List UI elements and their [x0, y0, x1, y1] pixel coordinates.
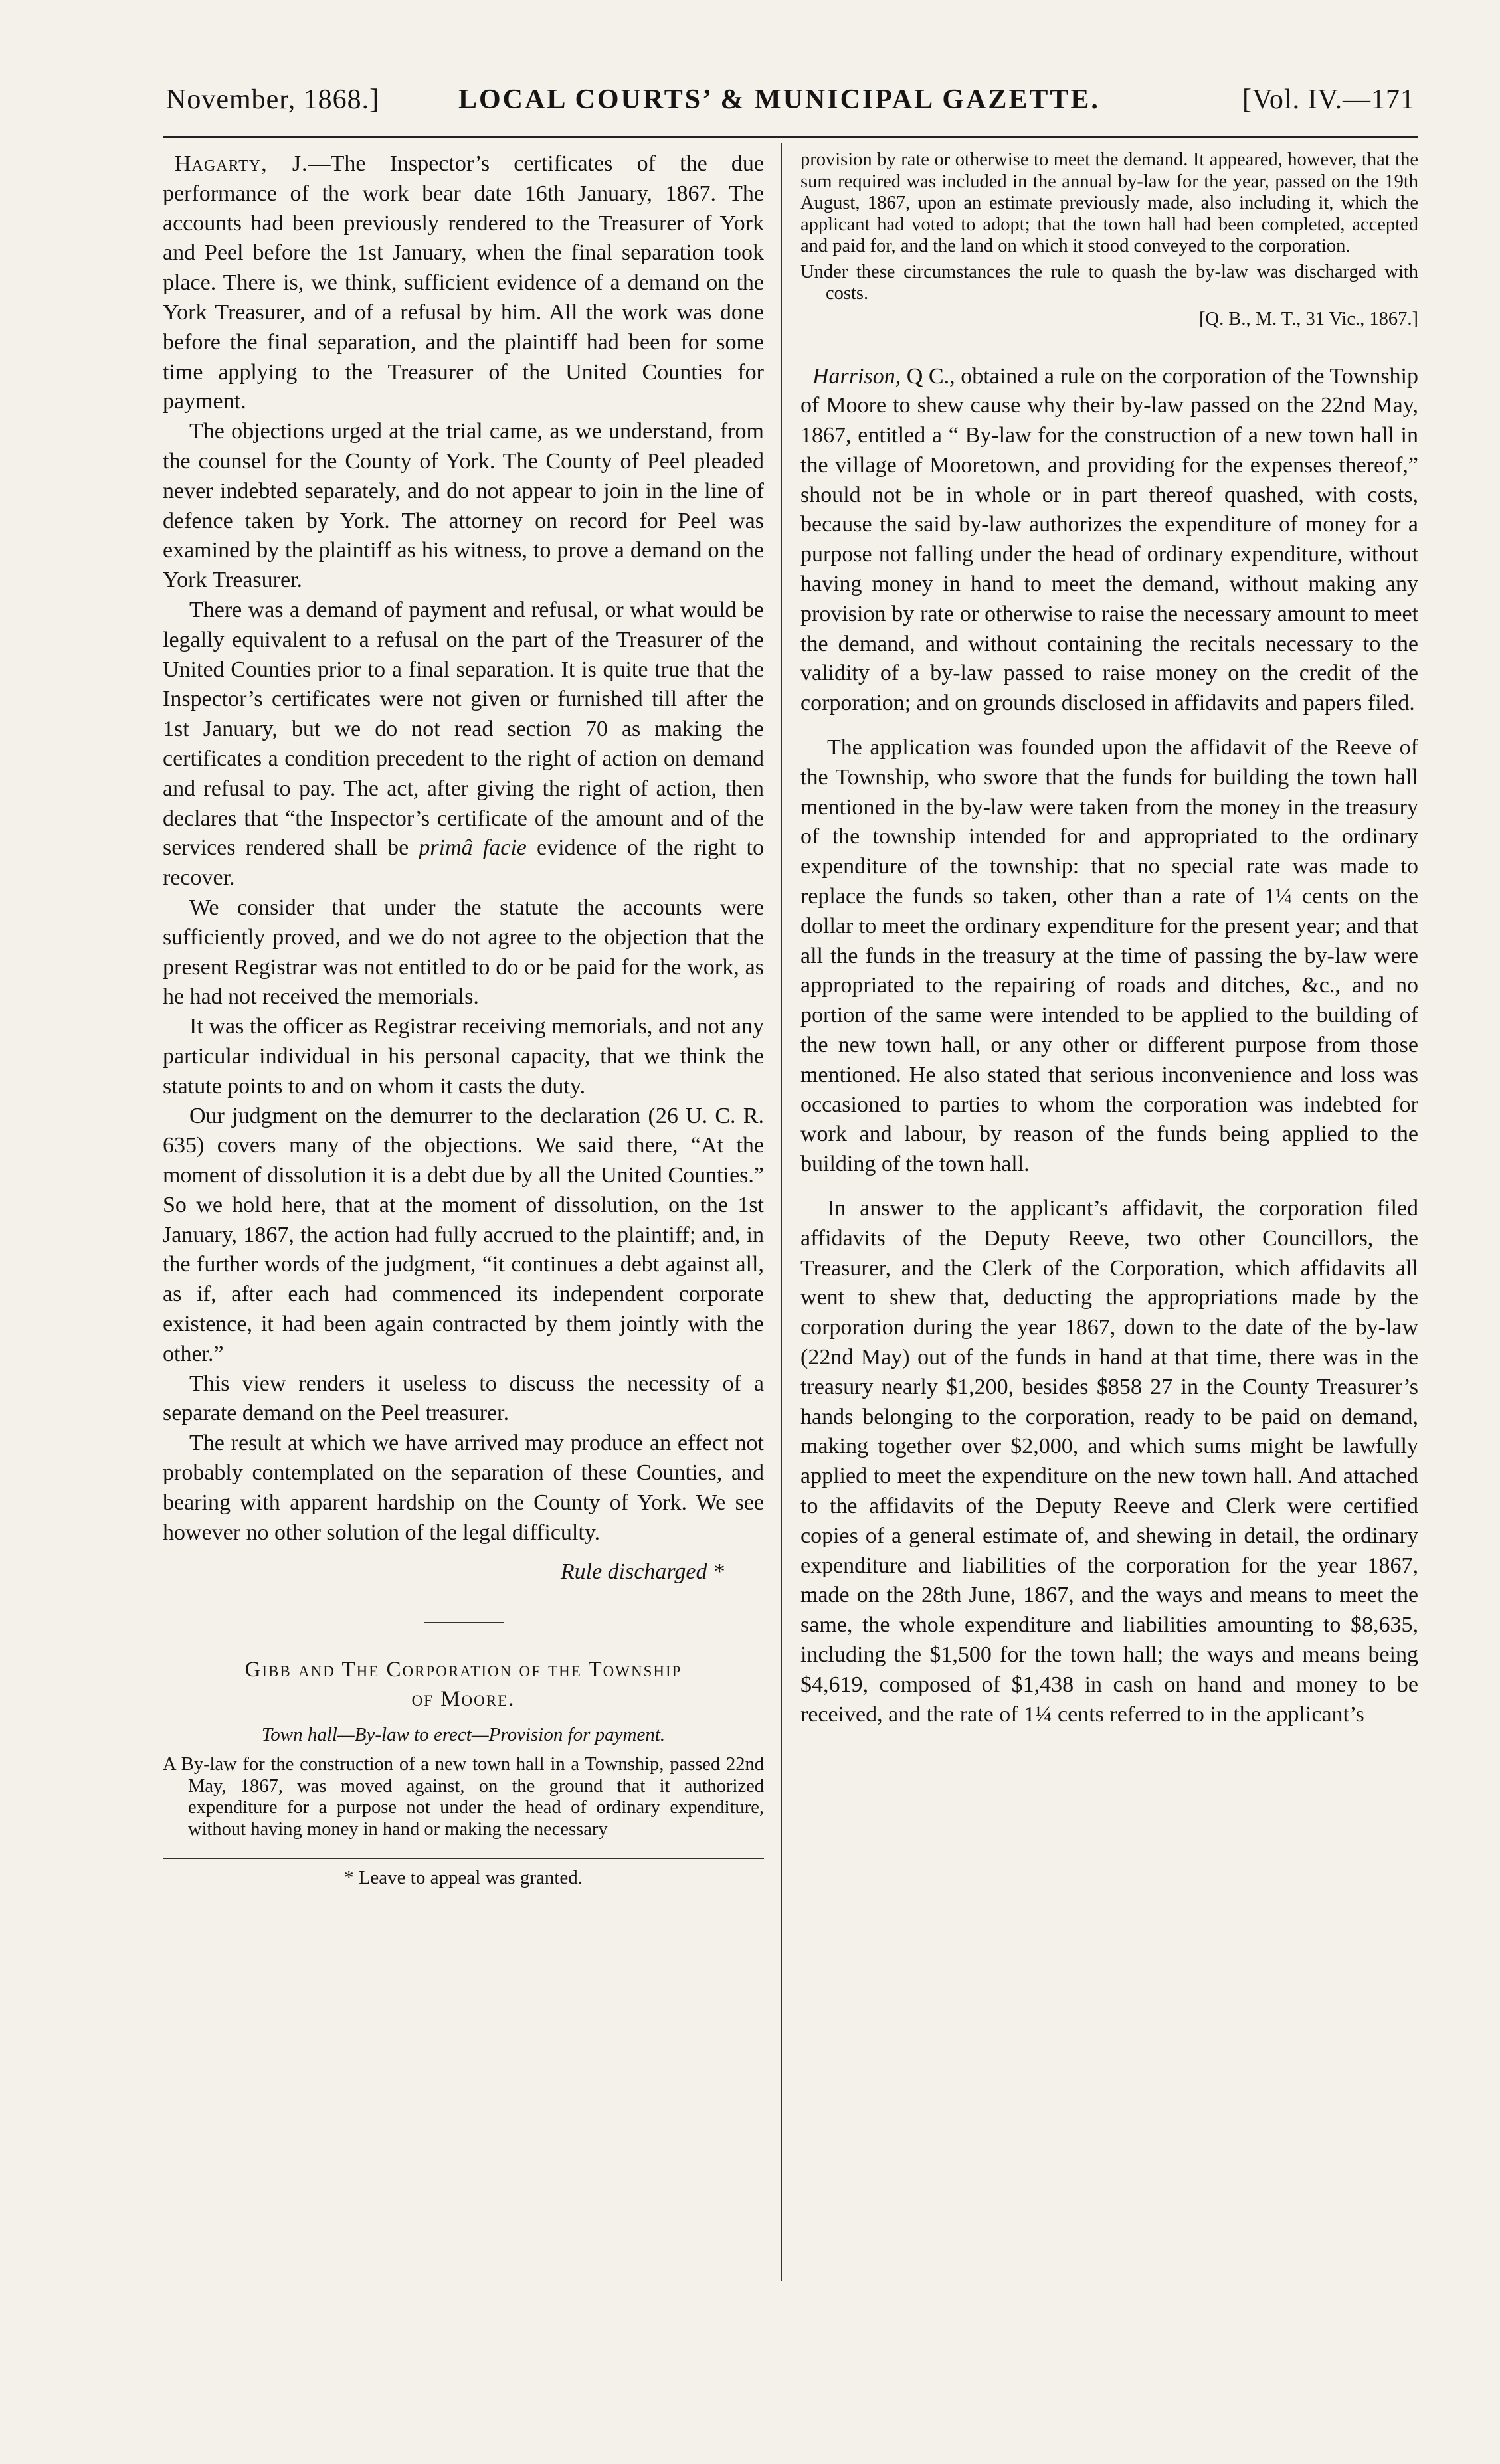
paragraph-demurrer: Our judgment on the demurrer to the declaration (26 U. C. R. 635) covers many of the objections. We said there, “At the moment of dissolution it is a debt due by all the United Counties.” So we hold here, that at the moment of dissolution, on the 1st January, 1867, the action had fully accrued to the plaintiff; and, in the further words of the judgment, “it continues a debt against all, as if, after each had commenced its independent corporate existence, it had been again contracted by them jointly with the other.”	[163, 1103, 764, 1366]
case-title	[163, 1655, 764, 1714]
right-column	[800, 149, 1418, 1729]
header-title: LOCAL COURTS’ & MUNICIPAL GAZETTE.	[458, 84, 1100, 115]
paragraph-demand-refusal	[163, 596, 764, 893]
case-title-line2: of Moore.	[411, 1687, 516, 1712]
paragraph-objections: The objections urged at the trial came, as we understand, from the counsel for the County of York. The County of Peel pleaded never indebted separately, and do not appear to join in the line of defence taken by York. The attorney on record for Peel was examined by the plaintiff as his witness, to prove a demand on the York Treasurer.	[163, 419, 764, 593]
header-date: November, 1868.]	[166, 84, 380, 115]
syllabus-holding: Under these circumstances the rule to quash the by-law was discharged with costs.	[800, 261, 1418, 304]
counsel-name: Harrison,	[812, 363, 901, 389]
case-citation: [Q. B., M. T., 31 Vic., 1867.]	[1199, 308, 1418, 329]
paragraph-answer: In answer to the applicant’s affidavit, the corporation filed affidavits of the Deputy Reeve, two other Councillors, the Treasurer, and the Clerk of the Corporation, which affidavits all went to shew that, deducting the appropriations made by the corporation during the year 1867, down to the date of the by-law (22nd May) out of the funds in hand at that time, there was in the treasury nearly $1,200, besides $858 27 in the County Treasurer’s hands belonging to the corporation, ready to be paid on demand, making together over $2,000, and which sums might be lawfully applied to meet the expenditure on the new town hall. And attached to the affidavits of the Deputy Reeve and Clerk were certified copies of a general estimate of, and shewing in detail, the ordinary expenditure and liabilities of the corporation for the year 1867, made on the 28th June, 1867, and the ways and means to meet the same, the whole expenditure and liabilities amounting to $8,635, including the $1,500 for the town hall; the ways and means being $4,619, composed of $1,438 in cash on hand and money to be received, and the rate of 1¼ cents referred to in the applicant’s	[800, 1196, 1418, 1727]
paragraph-registrar: It was the officer as Registrar receiving memorials, and not any particular individual in his personal capacity, that we think the statute points to and on whom it casts the duty.	[163, 1014, 764, 1099]
paragraph-result: The result at which we have arrived may produce an effect not probably contemplated on the separation of these Counties, and bearing with apparent hardship on the County of York. We see however no other solution of the legal difficulty.	[163, 1431, 764, 1545]
latin-phrase: primâ facie	[419, 836, 527, 861]
running-head	[166, 78, 1415, 125]
paragraph-text: evidence of the right to recover.	[163, 836, 765, 891]
footnote-rule	[163, 1858, 764, 1859]
case-title-line1: Gibb and The Corporation of the Township	[244, 1658, 682, 1682]
paragraph-text: Q C., obtained a rule on the corporation of the Township of Moore to shew cause why their by-law passed on the 22nd May, 1867, entitled a “ By-law for the construction of a new town hall in the village of Mooretown, and providing for the expenses thereof,” should not be in whole or in part thereof quashed, with costs, because the said by-law authorizes the expenditure of money for a purpose not falling under the head of ordinary expenditure, without having money in hand to meet the demand, without making any provision by rate or otherwise to raise the necessary amount to meet the demand, and without containing the recitals necessary to the validity of a by-law passed to raise money on the credit of the corporation; and on grounds disclosed in affidavits and papers filed.	[800, 363, 1419, 716]
case-headnote: Town hall—By-law to erect—Provision for payment.	[261, 1724, 666, 1746]
paragraph-accounts: We consider that under the statute the accounts were sufficiently proved, and we do not agree to the objection that the present Registrar was not entitled to do or be paid for the work, as he had not received the memorials.	[163, 895, 764, 1010]
column-rule	[781, 143, 782, 2281]
header-volume: [Vol. IV.—171	[1242, 84, 1415, 115]
case-syllabus: A By-law for the construction of a new town hall in a Township, passed 22nd May, 1867, was moved against, on the ground that it authorized expenditure for a purpose not under the head of ordinary expenditure, without having money in hand or making the necessary	[163, 1754, 764, 1840]
rule-discharged: Rule discharged *	[560, 1559, 724, 1585]
syllabus-continued: provision by rate or otherwise to meet the demand. It appeared, however, that the sum required was included in the annual by-law for the year, passed on the 19th August, 1867, upon an estimate previously made, also including it, which the applicant had voted to adopt; that the town hall had been completed, accepted and paid for, and the land on which it stood conveyed to the corporation.	[800, 149, 1418, 256]
judge-name: Hagarty, J.	[175, 151, 308, 176]
paragraph-text: There was a demand of payment and refusal, or what would be legally equivalent to a refusal on the part of the Treasurer of the United Counties prior to a final separation. It is quite true that the Inspector’s certificates were not given or furnished till after the 1st January, but we do not read section 70 as making the certificates a condition precedent to the right of action on demand and refusal to pay. The act, after giving the right of action, then declares that “the Inspector’s certificate of the amount and of the services rendered shall be	[163, 597, 764, 861]
paragraph-text: —The Inspector’s certificates of the due performance of the work bear date 16th January, 1867. The accounts had been previously rendered to the Treasurer of York and Peel before the 1st January, when the final separation took place. There is, we think, sufficient evidence of a demand on the York Treasurer, and of a refusal by him. All the work was done before the final separation, and the plaintiff had been for some time applying to the Treasurer of the United Counties for payment.	[163, 151, 764, 414]
paragraph-application: The application was founded upon the affidavit of the Reeve of the Township, who swore that the funds for building the town hall mentioned in the by-law were taken from the money in the treasury of the township intended for and appropriated to the ordinary expenditure of the township: that no special rate was made to replace the funds so taken, other than a rate of 1¼ cents on the dollar to meet the ordinary expenditure for the present year; and that all the funds in the treasury at the time of passing the by-law were appropriated to the repairing of roads and ditches, &c., and no portion of the same were intended to be applied to the building of the new town hall, or any other or different purpose from those mentioned. He also stated that serious inconvenience and loss was occasioned to parties to whom the corporation was indebted for work and labour, by reason of the funds being applied to the building of the town hall.	[800, 735, 1418, 1177]
paragraph-judgment-opening	[163, 149, 764, 417]
left-column	[163, 149, 764, 1889]
header-rule	[163, 136, 1418, 138]
paragraph-separate-demand: This view renders it useless to discuss the necessity of a separate demand on the Peel treasurer.	[163, 1371, 764, 1426]
section-divider	[424, 1622, 504, 1623]
paragraph-rule-nisi	[800, 362, 1418, 719]
footnote: * Leave to appeal was granted.	[343, 1867, 583, 1889]
